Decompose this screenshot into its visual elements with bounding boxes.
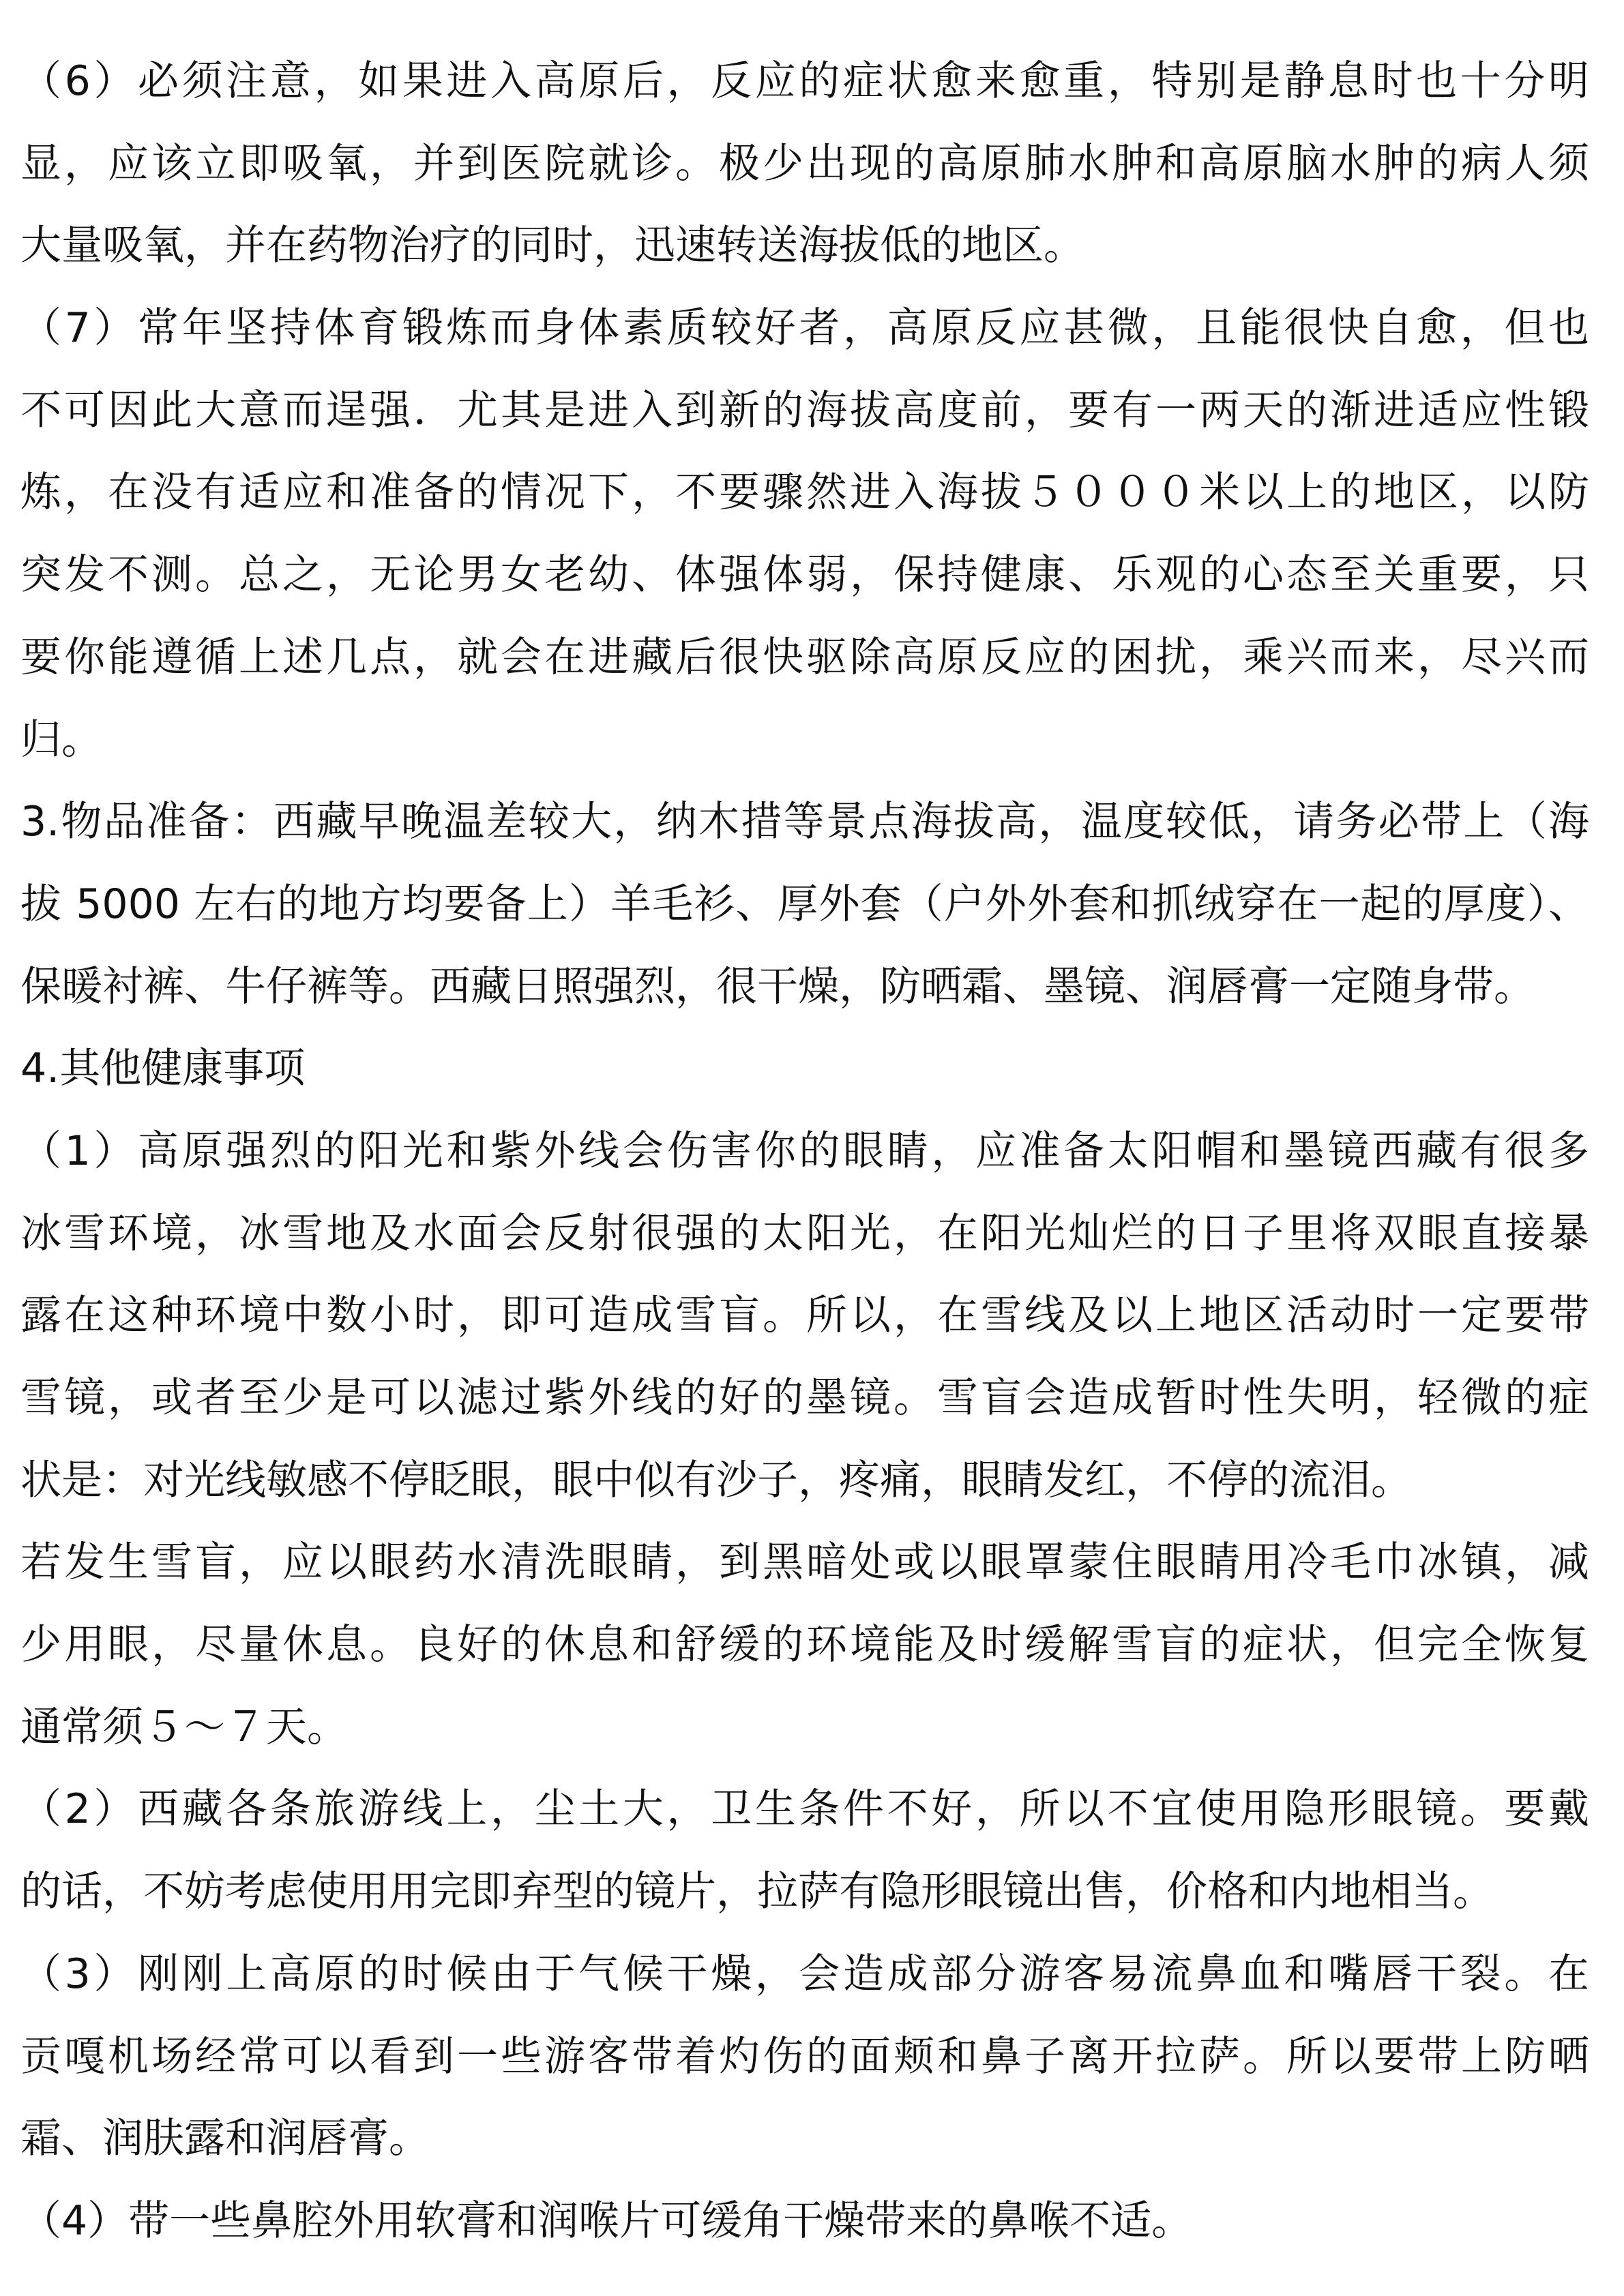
text-line: 的话，不妨考虑使用用完即弃型的镜片，拉萨有隐形眼镜出售，价格和内地相当。 [20,1868,1494,1916]
text-line: 拔 5000 左右的地方均要备上）羊毛衫、厚外套（户外外套和抓绒穿在一起的厚度）、 [20,880,1589,928]
paragraph [20,1950,1589,2197]
text-line: 状是：对光线敏感不停眨眼，眼中似有沙子，疼痛，眼睛发红，不停的流泪。 [20,1456,1412,1504]
text-line: 炼，在没有适应和准备的情况下，不要骤然进入海拔５０００米以上的地区，以防 [20,468,1589,517]
text-line: （3）刚刚上高原的时候由于气候干燥，会造成部分游客易流鼻血和嘴唇干裂。在 [20,1950,1589,1998]
text-line: 雪镜，或者至少是可以滤过紫外线的好的墨镜。雪盲会造成暂时性失明，轻微的症 [20,1374,1589,1422]
text-line: 3.物品准备：西藏早晚温差较大，纳木措等景点海拔高，温度较低，请务必带上（海 [20,798,1589,846]
text-line: 若发生雪盲，应以眼药水清洗眼睛，到黑暗处或以眼罩蒙住眼睛用冷毛巾冰镇，减 [20,1538,1589,1587]
text-line: （7）常年坚持体育锻炼而身体素质较好者，高原反应甚微，且能很快自愈，但也 [20,304,1589,353]
document-body [20,57,1589,2280]
text-line: 4.其他健康事项 [20,1045,306,1093]
text-line: 归。 [20,715,102,764]
paragraph [20,304,1589,798]
text-line: 保暖衬裤、牛仔裤等。西藏日照强烈，很干燥，防晒霜、墨镜、润唇膏一定随身带。 [20,962,1535,1011]
text-line: 不可因此大意而逞强．尤其是进入到新的海拔高度前，要有一两天的渐进适应性锻 [20,386,1589,434]
text-line: 少用眼，尽量休息。良好的休息和舒缓的环境能及时缓解雪盲的症状，但完全恢复 [20,1621,1589,1669]
paragraph [20,2197,1589,2280]
text-line: 冰雪环境，冰雪地及水面会反射很强的太阳光，在阳光灿烂的日子里将双眼直接暴 [20,1209,1589,1257]
text-line: （4）带一些鼻腔外用软膏和润喉片可缓角干燥带来的鼻喉不适。 [20,2196,1193,2245]
text-line: 要你能遵循上述几点，就会在进藏后很快驱除高原反应的困扰，乘兴而来，尽兴而 [20,633,1589,681]
text-line: （1）高原强烈的阳光和紫外线会伤害你的眼睛，应准备太阳帽和墨镜西藏有很多 [20,1127,1589,1175]
paragraph [20,798,1589,1045]
paragraph [20,1785,1589,1950]
text-line: 霜、润肤露和润唇膏。 [20,2115,430,2163]
text-line: （6）必须注意，如果进入高原后，反应的症状愈来愈重，特别是静息时也十分明 [20,57,1589,105]
text-line: 贡嘎机场经常可以看到一些游客带着灼伤的面颊和鼻子离开拉萨。所以要带上防晒 [20,2032,1589,2081]
paragraph [20,1045,1589,1127]
paragraph [20,1538,1589,1785]
text-line: 通常须５～７天。 [20,1703,348,1751]
text-line: （2）西藏各条旅游线上，尘土大，卫生条件不好，所以不宜使用隐形眼镜。要戴 [20,1785,1589,1834]
text-line: 显，应该立即吸氧，并到医院就诊。极少出现的高原肺水肿和高原脑水肿的病人须 [20,139,1589,188]
text-line: 突发不测。总之，无论男女老幼、体强体弱，保持健康、乐观的心态至关重要，只 [20,551,1589,599]
text-line: 露在这种环境中数小时，即可造成雪盲。所以，在雪线及以上地区活动时一定要带 [20,1292,1589,1340]
paragraph [20,1127,1589,1538]
text-line: 大量吸氧，并在药物治疗的同时，迅速转送海拔低的地区。 [20,222,1084,270]
paragraph [20,57,1589,304]
